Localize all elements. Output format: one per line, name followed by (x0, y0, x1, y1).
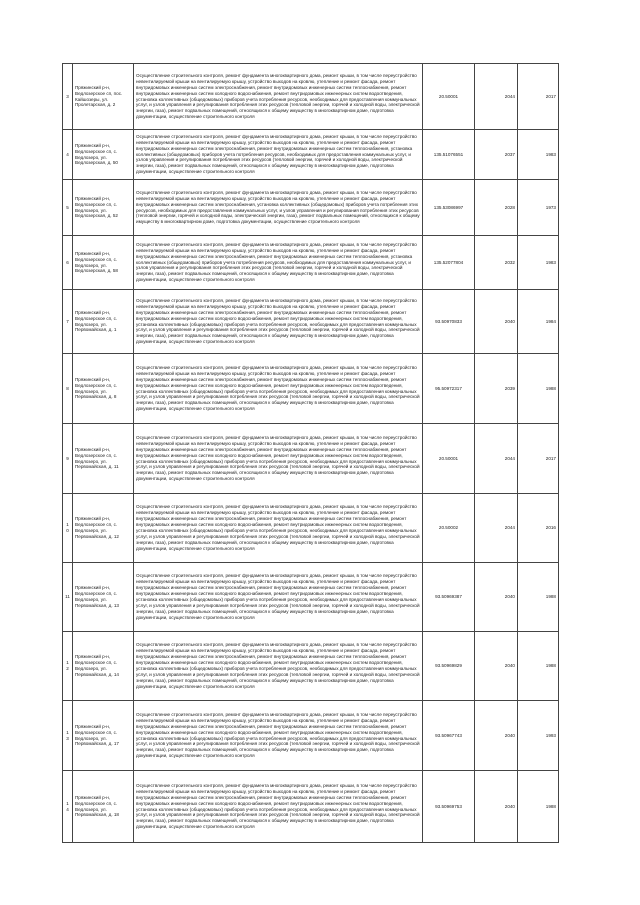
commission-year-cell: 1988 (518, 771, 559, 843)
planned-year-cell: 2040 (475, 290, 518, 354)
cost-cell: 93.50970833 (423, 290, 475, 354)
capital-repair-table (62, 63, 559, 843)
cost-cell: 93.50967743 (423, 701, 475, 771)
address-cell: Пряжинский р-н, Ведлозерское сп, с. Ведлозеро, ул. Первомайская, д. 17 (73, 701, 134, 771)
row-number-cell: 9 (63, 424, 73, 494)
table-row (63, 236, 559, 290)
table-body (63, 64, 559, 843)
works-cell: Осуществление строительного контроля, ремонт фундамента многоквартирного дома, ремонт крыши, в том числе переустройство невентилируемой крыши на вентилируемую крышу, устройство выходов на кровлю, утепление и ремонт фасада, ремонт внутридомовых инженерных систем электроснабжения, ремонт внутридомовых инженерных систем теплоснабжения, ремонт внутридомовых инженерных систем холодного водоснабжения, ремонт внутридомовых инженерных систем водоотведения, установка коллективных (общедомовых) приборов учета потребления ресурсов, необходимых для предоставления коммунальных услуг, и узлов управления и регулирования потребления этих ресурсов (тепловой энергии, горячей и холодной воды, электрической энергии, газа), ремонт подвальных помещений, относящихся к общему имуществу в многоквартирном доме, подготовка документации, осуществление строительного контроля (134, 354, 423, 424)
planned-year-cell: 2037 (475, 130, 518, 180)
address-cell: Пряжинский р-н, Ведлозерское сп, с. Ведлозеро, ул. Первомайская, д. 1 (73, 290, 134, 354)
table-row (63, 494, 559, 563)
row-number-cell: 12 (63, 632, 73, 701)
planned-year-cell: 2040 (475, 701, 518, 771)
works-cell: Осуществление строительного контроля, ремонт фундамента многоквартирного дома, ремонт крыши, в том числе переустройство невентилируемой крыши на вентилируемую крышу, устройство выходов на кровлю, утепление и ремонт фасада, ремонт внутридомовых инженерных систем электроснабжения, ремонт внутридомовых инженерных систем теплоснабжения, установка коллективных (общедомовых) приборов учета потребления ресурсов, необходимых для предоставления коммунальных услуг, и узлов управления и регулирования потребления этих ресурсов (тепловой энергии, горячей и холодной воды, электрической энергии, газа), ремонт подвальных помещений, относящихся к общему имуществу в многоквартирном доме, подготовка документации, осуществление строительного контроля (134, 130, 423, 180)
planned-year-cell: 2044 (475, 424, 518, 494)
works-cell: Осуществление строительного контроля, ремонт фундамента многоквартирного дома, ремонт крыши, в том числе переустройство невентилируемой крыши на вентилируемую крышу, устройство выходов на кровлю, утепление и ремонт фасада, ремонт внутридомовых инженерных систем электроснабжения, ремонт внутридомовых инженерных систем теплоснабжения, ремонт внутридомовых инженерных систем холодного водоснабжения, ремонт внутридомовых инженерных систем водоотведения, установка коллективных (общедомовых) приборов учета потребления ресурсов, необходимых для предоставления коммунальных услуг, и узлов управления и регулирования потребления этих ресурсов (тепловой энергии, горячей и холодной воды, электрической энергии, газа), ремонт подвальных помещений, относящихся к общему имуществу в многоквартирном доме, подготовка документации, осуществление строительного контроля (134, 494, 423, 563)
table-row (63, 563, 559, 632)
table-row (63, 632, 559, 701)
address-cell: Пряжинский р-н, Ведлозерское сп, с. Ведлозеро, ул. Ведлозерская, д. 52 (73, 180, 134, 236)
commission-year-cell: 1983 (518, 130, 559, 180)
address-cell: Пряжинский р-н, Ведлозерское сп, с. Ведлозеро, ул. Первомайская, д. 12 (73, 494, 134, 563)
planned-year-cell: 2040 (475, 632, 518, 701)
commission-year-cell: 2016 (518, 494, 559, 563)
cost-cell: 20.50001 (423, 64, 475, 130)
address-cell: Пряжинский р-н, Ведлозерское сп, с. Ведлозеро, ул. Первомайская, д. 18 (73, 771, 134, 843)
cost-cell: 20.50001 (423, 424, 475, 494)
commission-year-cell: 1984 (518, 290, 559, 354)
planned-year-cell: 2044 (475, 64, 518, 130)
row-number-cell: 11 (63, 563, 73, 632)
works-cell: Осуществление строительного контроля, ремонт фундамента многоквартирного дома, ремонт крыши, в том числе переустройство невентилируемой крыши на вентилируемую крышу, устройство выходов на кровлю, утепление и ремонт фасада, ремонт внутридомовых инженерных систем электроснабжения, ремонт внутридомовых инженерных систем теплоснабжения, ремонт внутридомовых инженерных систем холодного водоснабжения, ремонт внутридомовых инженерных систем водоотведения, установка коллективных (общедомовых) приборов учета потребления ресурсов, необходимых для предоставления коммунальных услуг, и узлов управления и регулирования потребления этих ресурсов (тепловой энергии, горячей и холодной воды, электрической энергии, газа), ремонт подвальных помещений, относящихся к общему имуществу в многоквартирном доме, подготовка документации, осуществление строительного контроля (134, 424, 423, 494)
planned-year-cell: 2044 (475, 494, 518, 563)
table-row (63, 130, 559, 180)
planned-year-cell: 2040 (475, 771, 518, 843)
address-cell: Пряжинский р-н, Ведлозерское сп, с. Ведлозеро, ул. Ведлозерская, д. 50 (73, 130, 134, 180)
commission-year-cell: 1983 (518, 236, 559, 290)
row-number-cell: 8 (63, 354, 73, 424)
cost-cell: 93.50969753 (423, 771, 475, 843)
cost-cell: 93.50969387 (423, 563, 475, 632)
row-number-cell: 7 (63, 290, 73, 354)
table-row (63, 424, 559, 494)
row-number-cell: 14 (63, 771, 73, 843)
commission-year-cell: 2017 (518, 64, 559, 130)
table-row (63, 290, 559, 354)
planned-year-cell: 2028 (475, 180, 518, 236)
address-cell: Пряжинский р-н, Ведлозерское сп, с. Ведлозеро, ул. Ведлозерская, д. 58 (73, 236, 134, 290)
table-row (63, 180, 559, 236)
table-row (63, 354, 559, 424)
cost-cell: 20.50002 (423, 494, 475, 563)
row-number-cell: 3 (63, 64, 73, 130)
planned-year-cell: 2039 (475, 354, 518, 424)
address-cell: Пряжинский р-н, Ведлозерское сп, с. Ведлозеро, ул. Первомайская, д. 8 (73, 354, 134, 424)
row-number-cell: 5 (63, 180, 73, 236)
cost-cell: 135.52077804 (423, 236, 475, 290)
cost-cell: 135.53086997 (423, 180, 475, 236)
commission-year-cell: 1988 (518, 354, 559, 424)
row-number-cell: 4 (63, 130, 73, 180)
cost-cell: 93.50969829 (423, 632, 475, 701)
commission-year-cell: 1973 (518, 180, 559, 236)
cost-cell: 135.51076551 (423, 130, 475, 180)
works-cell: Осуществление строительного контроля, ремонт фундамента многоквартирного дома, ремонт крыши, в том числе переустройство невентилируемой крыши на вентилируемую крышу, устройство выходов на кровлю, утепление и ремонт фасада, ремонт внутридомовых инженерных систем электроснабжения, ремонт внутридомовых инженерных систем теплоснабжения, ремонт внутридомовых инженерных систем холодного водоснабжения, ремонт внутридомовых инженерных систем водоотведения, установка коллективных (общедомовых) приборов учета потребления ресурсов, необходимых для предоставления коммунальных услуг, и узлов управления и регулирования потребления этих ресурсов (тепловой энергии, горячей и холодной воды, электрической энергии, газа), ремонт подвальных помещений, относящихся к общему имуществу в многоквартирном доме, подготовка документации, осуществление строительного контроля (134, 563, 423, 632)
commission-year-cell: 1988 (518, 632, 559, 701)
planned-year-cell: 2040 (475, 563, 518, 632)
address-cell: Пряжинский р-н, Ведлозерское сп, с. Ведлозеро, ул. Первомайская, д. 11 (73, 424, 134, 494)
works-cell: Осуществление строительного контроля, ремонт фундамента многоквартирного дома, ремонт крыши, в том числе переустройство невентилируемой крыши на вентилируемую крышу, устройство выходов на кровлю, утепление и ремонт фасада, ремонт внутридомовых инженерных систем электроснабжения, ремонт внутридомовых инженерных систем теплоснабжения, установка коллективных (общедомовых) приборов учета потребления ресурсов, необходимых для предоставления коммунальных услуг, и узлов управления и регулирования потребления этих ресурсов (тепловой энергии, горячей и холодной воды, электрической энергии, газа), ремонт подвальных помещений, относящихся к общему имуществу в многоквартирном доме, подготовка документации, осуществление строительного контроля (134, 236, 423, 290)
works-cell: Осуществление строительного контроля, ремонт фундамента многоквартирного дома, ремонт крыши, в том числе переустройство невентилируемой крыши на вентилируемую крышу, устройство выходов на кровлю, утепление и ремонт фасада, ремонт внутридомовых инженерных систем электроснабжения, ремонт внутридомовых инженерных систем теплоснабжения, ремонт внутридомовых инженерных систем холодного водоснабжения, ремонт внутридомовых инженерных систем водоотведения, установка коллективных (общедомовых) приборов учета потребления ресурсов, необходимых для предоставления коммунальных услуг, и узлов управления и регулирования потребления этих ресурсов (тепловой энергии, горячей и холодной воды, электрической энергии, газа), ремонт подвальных помещений, относящихся к общему имуществу в многоквартирном доме, подготовка документации, осуществление строительного контроля (134, 701, 423, 771)
address-cell: Пряжинский р-н, Ведлозерское сп, с. Ведлозеро, ул. Первомайская, д. 13 (73, 563, 134, 632)
works-cell: Осуществление строительного контроля, ремонт фундамента многоквартирного дома, ремонт крыши, в том числе переустройство невентилируемой крыши на вентилируемую крышу, устройство выходов на кровлю, утепление и ремонт фасада, ремонт внутридомовых инженерных систем электроснабжения, ремонт внутридомовых инженерных систем теплоснабжения, ремонт внутридомовых инженерных систем холодного водоснабжения, ремонт внутридомовых инженерных систем водоотведения, установка коллективных (общедомовых) приборов учета потребления ресурсов, необходимых для предоставления коммунальных услуг, и узлов управления и регулирования потребления этих ресурсов (тепловой энергии, горячей и холодной воды, электрической энергии, газа), ремонт подвальных помещений, относящихся к общему имуществу в многоквартирном доме, подготовка документации, осуществление строительного контроля (134, 64, 423, 130)
commission-year-cell: 2017 (518, 424, 559, 494)
address-cell: Пряжинский р-н, Ведлозерское сп, с. Ведлозеро, ул. Первомайская, д. 14 (73, 632, 134, 701)
row-number-cell: 6 (63, 236, 73, 290)
table-row (63, 701, 559, 771)
works-cell: Осуществление строительного контроля, ремонт фундамента многоквартирного дома, ремонт крыши, в том числе переустройство невентилируемой крыши на вентилируемую крышу, устройство выходов на кровлю, утепление и ремонт фасада, ремонт внутридомовых инженерных систем электроснабжения, установка коллективных (общедомовых) приборов учета потребления этих ресурсов, необходимых для предоставления коммунальных услуг, и узлов управления и регулирования потребления этих ресурсов (тепловой энергии, горячей и холодной воды, электрической энергии, газа), ремонт подвальных помещений, относящихся к общему имуществу в многоквартирном доме, подготовка документации, осуществление строительного контроля (134, 180, 423, 236)
row-number-cell: 10 (63, 494, 73, 563)
row-number-cell: 13 (63, 701, 73, 771)
cost-cell: 95.50972317 (423, 354, 475, 424)
works-cell: Осуществление строительного контроля, ремонт фундамента многоквартирного дома, ремонт крыши, в том числе переустройство невентилируемой крыши на вентилируемую крышу, устройство выходов на кровлю, утепление и ремонт фасада, ремонт внутридомовых инженерных систем электроснабжения, ремонт внутридомовых инженерных систем теплоснабжения, ремонт внутридомовых инженерных систем холодного водоснабжения, ремонт внутридомовых инженерных систем водоотведения, установка коллективных (общедомовых) приборов учета потребления ресурсов, необходимых для предоставления коммунальных услуг, и узлов управления и регулирования потребления этих ресурсов (тепловой энергии, горячей и холодной воды, электрической энергии, газа), ремонт подвальных помещений, относящихся к общему имуществу в многоквартирном доме, подготовка документации, осуществление строительного контроля (134, 290, 423, 354)
table-row (63, 771, 559, 843)
commission-year-cell: 1988 (518, 563, 559, 632)
commission-year-cell: 1993 (518, 701, 559, 771)
table-row (63, 64, 559, 130)
planned-year-cell: 2032 (475, 236, 518, 290)
works-cell: Осуществление строительного контроля, ремонт фундамента многоквартирного дома, ремонт крыши, в том числе переустройство невентилируемой крыши на вентилируемую крышу, устройство выходов на кровлю, утепление и ремонт фасада, ремонт внутридомовых инженерных систем электроснабжения, ремонт внутридомовых инженерных систем теплоснабжения, ремонт внутридомовых инженерных систем холодного водоснабжения, ремонт внутридомовых инженерных систем водоотведения, установка коллективных (общедомовых) приборов учета потребления ресурсов, необходимых для предоставления коммунальных услуг, и узлов управления и регулирования потребления этих ресурсов (тепловой энергии, горячей и холодной воды, электрической энергии, газа), ремонт подвальных помещений, относящихся к общему имуществу в многоквартирном доме, подготовка документации, осуществление строительного контроля (134, 632, 423, 701)
address-cell: Пряжинский р-н, Ведлозерское сп, пос. Кайшозеры, ул. Пролетарская, д. 2 (73, 64, 134, 130)
works-cell: Осуществление строительного контроля, ремонт фундамента многоквартирного дома, ремонт крыши, в том числе переустройство невентилируемой крыши на вентилируемую крышу, устройство выходов на кровлю, утепление и ремонт фасада, ремонт внутридомовых инженерных систем электроснабжения, ремонт внутридомовых инженерных систем теплоснабжения, ремонт внутридомовых инженерных систем холодного водоснабжения, ремонт внутридомовых инженерных систем водоотведения, установка коллективных (общедомовых) приборов учета потребления ресурсов, необходимых для предоставления коммунальных услуг, и узлов управления и регулирования потребления этих ресурсов (тепловой энергии, горячей и холодной воды, электрической энергии, газа), ремонт подвальных помещений, относящихся к общему имуществу в многоквартирном доме, подготовка документации, осуществление строительного контроля (134, 771, 423, 843)
